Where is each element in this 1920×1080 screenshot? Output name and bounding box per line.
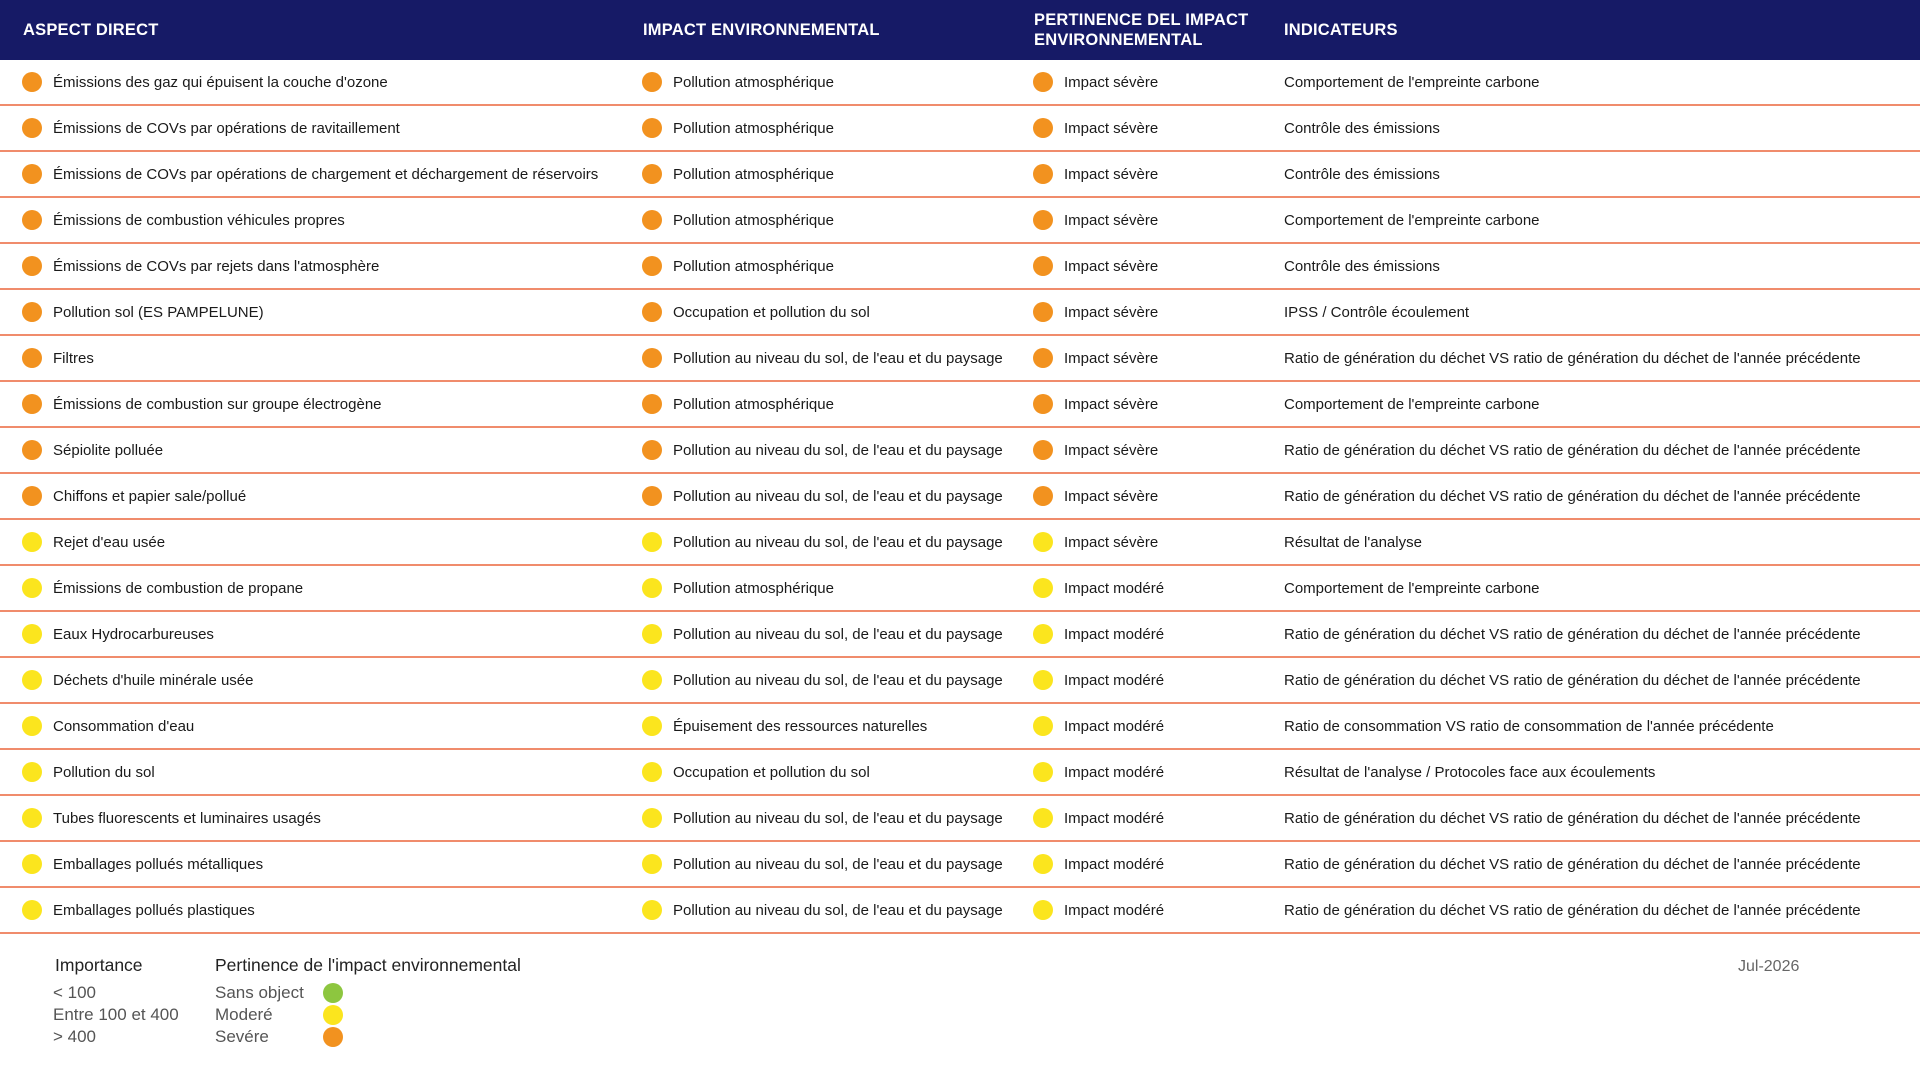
aspect-cell [22,106,400,150]
table-row [0,566,1920,612]
indicator-cell-text: Contrôle des émissions [1284,119,1440,137]
pertinence-cell-text: Impact modéré [1064,579,1165,597]
orange-dot-icon [1033,486,1053,506]
pertinence-cell-text: Impact sévère [1064,349,1159,367]
pertinence-cell [1033,704,1164,748]
orange-dot-icon [22,302,42,322]
aspect-cell [22,290,264,334]
yellow-dot-icon [22,854,42,874]
aspect-cell-text: Émissions de COVs par opérations de chargement et déchargement de réservoirs [53,165,599,183]
aspect-cell [22,566,303,610]
impact-cell [642,290,870,334]
aspect-cell-text: Consommation d'eau [53,717,195,735]
table-row [0,704,1920,750]
impact-cell-text: Pollution au niveau du sol, de l'eau et du paysage [673,349,1003,367]
pertinence-cell [1033,290,1158,334]
orange-dot-icon [323,1027,343,1047]
impact-cell [642,382,834,426]
pertinence-cell [1033,888,1164,932]
indicator-cell [1284,152,1440,196]
yellow-dot-icon [1033,854,1053,874]
yellow-dot-icon [1033,578,1053,598]
indicator-cell-text: Ratio de consommation VS ratio de consommation de l'année précédente [1284,717,1774,735]
yellow-dot-icon [1033,900,1053,920]
orange-dot-icon [22,256,42,276]
header-pertinence-line2: ENVIRONNEMENTAL [1034,31,1203,49]
yellow-dot-icon [22,624,42,644]
indicator-cell-text: Comportement de l'empreinte carbone [1284,211,1540,229]
yellow-dot-icon [642,900,662,920]
impact-cell [642,888,1003,932]
pertinence-cell-text: Impact sévère [1064,441,1159,459]
indicator-cell [1284,244,1440,288]
pertinence-cell-text: Impact modéré [1064,671,1165,689]
pertinence-cell-text: Impact modéré [1064,809,1165,827]
pertinence-cell [1033,428,1158,472]
table-row [0,60,1920,106]
header-aspect-direct: ASPECT DIRECT [23,21,159,39]
yellow-dot-icon [22,900,42,920]
table-row [0,336,1920,382]
pertinence-cell [1033,198,1158,242]
table-row [0,290,1920,336]
orange-dot-icon [1033,256,1053,276]
orange-dot-icon [642,440,662,460]
pertinence-cell-text: Impact modéré [1064,717,1165,735]
header-indicateurs: INDICATEURS [1284,21,1398,39]
pertinence-cell [1033,750,1164,794]
aspect-cell-text: Déchets d'huile minérale usée [53,671,254,689]
indicator-cell [1284,290,1469,334]
pertinence-cell-text: Impact sévère [1064,303,1159,321]
impact-cell [642,796,1003,840]
aspect-cell [22,750,155,794]
table-row [0,474,1920,520]
table-row [0,612,1920,658]
aspect-cell [22,796,321,840]
pertinence-cell-text: Impact sévère [1064,487,1159,505]
orange-dot-icon [22,348,42,368]
yellow-dot-icon [1033,808,1053,828]
pertinence-cell-text: Impact modéré [1064,625,1165,643]
impact-cell-text: Pollution au niveau du sol, de l'eau et du paysage [673,671,1003,689]
indicator-cell-text: Comportement de l'empreinte carbone [1284,73,1540,91]
aspect-cell-text: Rejet d'eau usée [53,533,166,551]
orange-dot-icon [1033,118,1053,138]
indicator-cell [1284,336,1861,380]
aspect-cell-text: Filtres [53,349,94,367]
impact-cell-text: Pollution au niveau du sol, de l'eau et du paysage [673,855,1003,873]
impact-cell [642,106,834,150]
table-header [0,0,1920,60]
pertinence-cell [1033,382,1158,426]
yellow-dot-icon [642,670,662,690]
impact-cell [642,566,834,610]
impact-cell [642,60,834,104]
indicator-cell [1284,750,1655,794]
indicator-cell-text: Ratio de génération du déchet VS ratio de génération du déchet de l'année précédente [1284,441,1861,459]
legend-importance [55,955,179,1048]
impact-cell-text: Pollution atmosphérique [673,257,834,275]
yellow-dot-icon [642,854,662,874]
pertinence-cell [1033,842,1164,886]
pertinence-cell-text: Impact modéré [1064,855,1165,873]
yellow-dot-icon [22,532,42,552]
table-row [0,244,1920,290]
aspect-cell [22,474,246,518]
legend-pertinence-label: Sevére [215,1027,269,1046]
pertinence-cell [1033,152,1158,196]
table-row [0,888,1920,934]
impact-cell-text: Pollution au niveau du sol, de l'eau et du paysage [673,441,1003,459]
indicator-cell-text: Ratio de génération du déchet VS ratio de génération du déchet de l'année précédente [1284,901,1861,919]
impact-cell-text: Pollution atmosphérique [673,579,834,597]
impact-cell [642,198,834,242]
aspect-cell-text: Emballages pollués plastiques [53,901,255,919]
orange-dot-icon [22,394,42,414]
indicator-cell [1284,842,1861,886]
indicator-cell-text: Résultat de l'analyse [1284,533,1422,551]
indicator-cell-text: Ratio de génération du déchet VS ratio de génération du déchet de l'année précédente [1284,349,1861,367]
aspect-cell-text: Emballages pollués métalliques [53,855,264,873]
pertinence-cell-text: Impact sévère [1064,73,1159,91]
orange-dot-icon [1033,210,1053,230]
indicator-cell-text: Ratio de génération du déchet VS ratio de génération du déchet de l'année précédente [1284,809,1861,827]
impact-cell-text: Pollution au niveau du sol, de l'eau et du paysage [673,487,1003,505]
aspect-cell [22,244,379,288]
pertinence-cell-text: Impact sévère [1064,533,1159,551]
orange-dot-icon [642,118,662,138]
yellow-dot-icon [22,762,42,782]
table-row [0,796,1920,842]
impact-cell [642,336,1003,380]
legend-pertinence-item [215,1004,521,1026]
legend-pertinence [215,955,521,1048]
impact-cell [642,842,1003,886]
aspect-cell [22,428,163,472]
orange-dot-icon [1033,440,1053,460]
indicator-cell [1284,382,1540,426]
indicator-cell-text: Comportement de l'empreinte carbone [1284,579,1540,597]
header-pertinence-line1: PERTINENCE DEL IMPACT [1034,11,1249,29]
yellow-dot-icon [22,578,42,598]
pertinence-cell [1033,796,1164,840]
orange-dot-icon [1033,302,1053,322]
pertinence-cell [1033,520,1158,564]
impact-cell-text: Pollution atmosphérique [673,395,834,413]
yellow-dot-icon [1033,670,1053,690]
yellow-dot-icon [1033,532,1053,552]
pertinence-cell [1033,658,1164,702]
yellow-dot-icon [1033,762,1053,782]
table-row [0,106,1920,152]
impact-cell-text: Pollution atmosphérique [673,165,834,183]
aspect-cell [22,888,255,932]
yellow-dot-icon [642,578,662,598]
impact-cell [642,658,1003,702]
yellow-dot-icon [1033,624,1053,644]
impact-cell [642,152,834,196]
legend-importance-title: Importance [55,955,143,975]
pertinence-cell-text: Impact modéré [1064,763,1165,781]
impact-cell-text: Pollution atmosphérique [673,119,834,137]
orange-dot-icon [642,394,662,414]
aspect-cell-text: Émissions de combustion sur groupe électrogène [53,395,382,413]
table-row [0,750,1920,796]
legend-importance-item: Entre 100 et 400 [53,1005,179,1024]
indicator-cell-text: Ratio de génération du déchet VS ratio de génération du déchet de l'année précédente [1284,671,1861,689]
indicator-cell [1284,520,1422,564]
impact-cell [642,612,1003,656]
indicator-cell-text: Contrôle des émissions [1284,165,1440,183]
aspect-cell-text: Émissions des gaz qui épuisent la couche d'ozone [53,73,388,91]
indicator-cell [1284,796,1861,840]
yellow-dot-icon [642,716,662,736]
indicator-cell-text: Ratio de génération du déchet VS ratio de génération du déchet de l'année précédente [1284,855,1861,873]
impact-cell-text: Occupation et pollution du sol [673,303,870,321]
orange-dot-icon [1033,72,1053,92]
header-impact-environnemental: IMPACT ENVIRONNEMENTAL [643,21,880,39]
impact-cell [642,428,1003,472]
impact-cell [642,704,927,748]
legend-pertinence-label: Moderé [215,1005,273,1024]
indicator-cell-text: IPSS / Contrôle écoulement [1284,303,1470,321]
aspect-cell-text: Émissions de COVs par rejets dans l'atmosphère [53,257,380,275]
indicator-cell [1284,198,1540,242]
pertinence-cell [1033,106,1158,150]
impact-cell-text: Pollution atmosphérique [673,211,834,229]
table-body [0,60,1920,934]
pertinence-cell [1033,474,1158,518]
indicator-cell-text: Comportement de l'empreinte carbone [1284,395,1540,413]
aspect-cell-text: Émissions de combustion véhicules propres [53,211,345,229]
aspect-cell [22,382,382,426]
pertinence-cell-text: Impact sévère [1064,257,1159,275]
pertinence-cell [1033,566,1164,610]
table-row [0,428,1920,474]
impact-cell-text: Occupation et pollution du sol [673,763,870,781]
orange-dot-icon [22,118,42,138]
yellow-dot-icon [642,624,662,644]
yellow-dot-icon [642,532,662,552]
orange-dot-icon [642,256,662,276]
legend-pertinence-item [215,1026,521,1048]
legend-importance-item: < 100 [53,983,97,1002]
orange-dot-icon [22,210,42,230]
table-row [0,152,1920,198]
impact-cell-text: Pollution au niveau du sol, de l'eau et du paysage [673,533,1003,551]
aspect-cell [22,658,253,702]
aspect-cell [22,336,94,380]
indicator-cell [1284,612,1861,656]
pertinence-cell [1033,60,1158,104]
indicator-cell [1284,474,1861,518]
legend-pertinence-item [215,982,521,1004]
orange-dot-icon [1033,348,1053,368]
indicator-cell [1284,658,1861,702]
aspect-cell-text: Sépiolite polluée [53,441,164,459]
table-row [0,842,1920,888]
impact-cell [642,520,1003,564]
aspect-cell-text: Émissions de combustion de propane [53,579,304,597]
table-row [0,520,1920,566]
orange-dot-icon [1033,164,1053,184]
orange-dot-icon [642,302,662,322]
aspect-cell-text: Chiffons et papier sale/pollué [53,487,247,505]
indicator-cell [1284,60,1540,104]
aspect-cell [22,198,345,242]
orange-dot-icon [1033,394,1053,414]
aspect-cell-text: Eaux Hydrocarbureuses [53,625,214,643]
orange-dot-icon [642,348,662,368]
impact-cell-text: Épuisement des ressources naturelles [673,717,928,735]
header-pertinence [1034,0,1264,60]
aspect-cell-text: Tubes fluorescents et luminaires usagés [53,809,321,827]
aspect-cell [22,612,214,656]
indicator-cell [1284,566,1540,610]
yellow-dot-icon [22,716,42,736]
yellow-dot-icon [642,808,662,828]
yellow-dot-icon [642,762,662,782]
orange-dot-icon [22,486,42,506]
orange-dot-icon [642,72,662,92]
orange-dot-icon [22,164,42,184]
impact-cell [642,244,834,288]
indicator-cell-text: Résultat de l'analyse / Protocoles face aux écoulements [1284,763,1656,781]
orange-dot-icon [642,210,662,230]
orange-dot-icon [22,440,42,460]
impact-cell-text: Pollution atmosphérique [673,73,834,91]
impact-cell [642,474,1003,518]
report-date: Jul-2026 [1738,958,1800,975]
pertinence-cell [1033,612,1164,656]
indicator-cell [1284,704,1774,748]
yellow-dot-icon [22,808,42,828]
indicator-cell-text: Contrôle des émissions [1284,257,1440,275]
indicator-cell [1284,888,1861,932]
pertinence-cell-text: Impact modéré [1064,901,1165,919]
legend-importance-item: > 400 [53,1027,97,1046]
yellow-dot-icon [323,1005,343,1025]
pertinence-cell-text: Impact sévère [1064,211,1159,229]
aspect-cell-text: Émissions de COVs par opérations de ravitaillement [53,119,400,137]
aspect-cell-text: Pollution du sol [53,763,155,781]
impact-cell-text: Pollution au niveau du sol, de l'eau et du paysage [673,901,1003,919]
orange-dot-icon [22,72,42,92]
pertinence-cell [1033,336,1158,380]
impact-cell-text: Pollution au niveau du sol, de l'eau et du paysage [673,809,1003,827]
orange-dot-icon [642,164,662,184]
impact-cell [642,750,870,794]
impact-cell-text: Pollution au niveau du sol, de l'eau et du paysage [673,625,1003,643]
yellow-dot-icon [22,670,42,690]
yellow-dot-icon [1033,716,1053,736]
indicator-cell [1284,106,1440,150]
indicator-cell [1284,428,1861,472]
table-row [0,658,1920,704]
aspect-cell [22,60,388,104]
orange-dot-icon [642,486,662,506]
table-row [0,198,1920,244]
legend-pertinence-label: Sans object [215,983,304,1002]
pertinence-cell [1033,244,1158,288]
legend-pertinence-title: Pertinence de l'impact environnemental [215,955,521,975]
indicator-cell-text: Ratio de génération du déchet VS ratio de génération du déchet de l'année précédente [1284,625,1861,643]
aspect-cell [22,704,194,748]
aspect-cell [22,520,165,564]
aspect-cell-text: Pollution sol (ES PAMPELUNE) [53,303,264,321]
aspect-cell [22,842,263,886]
table-row [0,382,1920,428]
pertinence-cell-text: Impact sévère [1064,165,1159,183]
green-dot-icon [323,983,343,1003]
pertinence-cell-text: Impact sévère [1064,119,1159,137]
indicator-cell-text: Ratio de génération du déchet VS ratio de génération du déchet de l'année précédente [1284,487,1861,505]
aspect-cell [22,152,598,196]
pertinence-cell-text: Impact sévère [1064,395,1159,413]
